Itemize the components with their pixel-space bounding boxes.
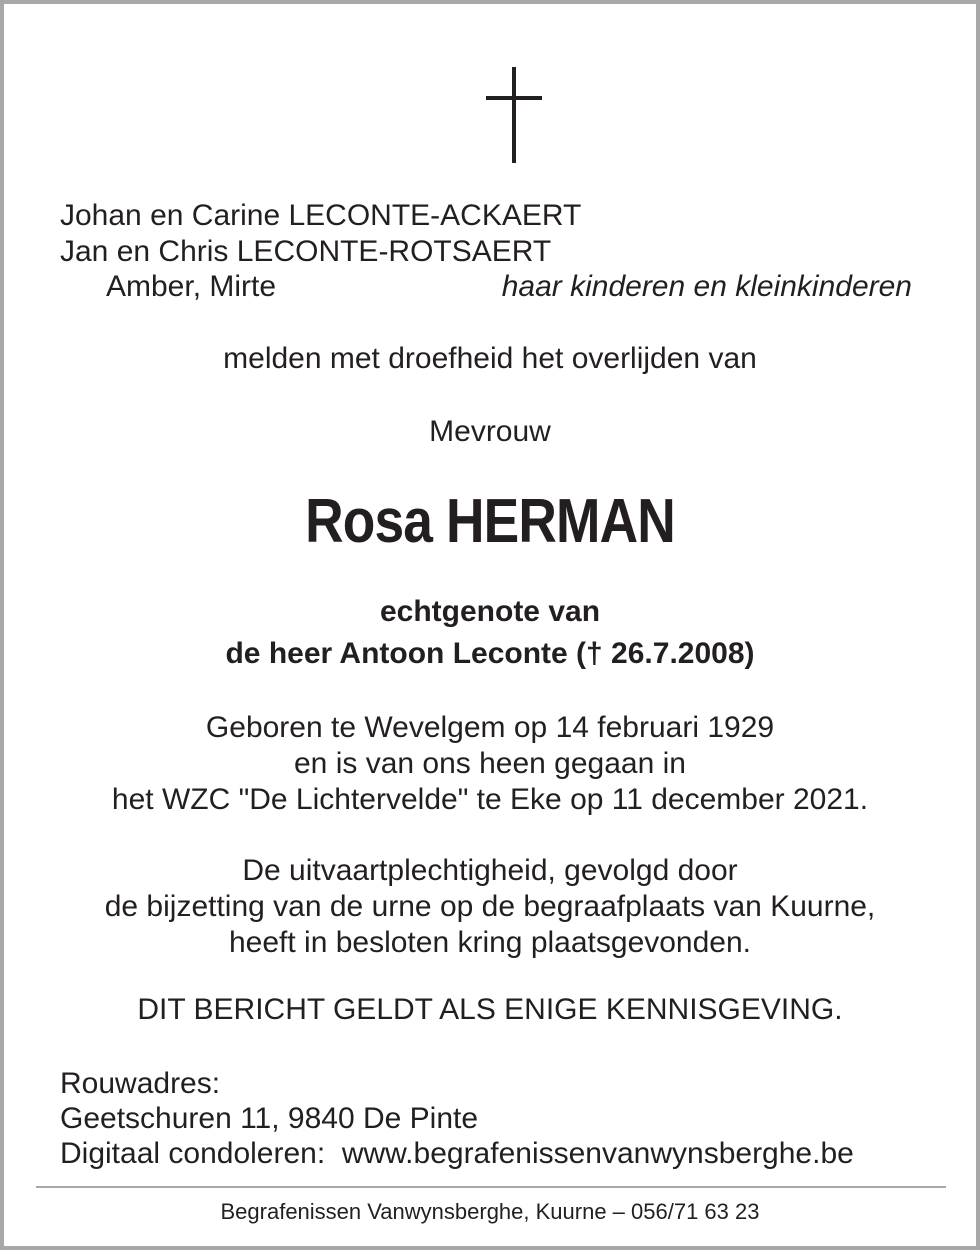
footer-text: Begrafenissen Vanwynsberghe, Kuurne – 056/71 63 23 xyxy=(220,1199,760,1224)
funeral-line-2: de bijzetting van de urne op de begraafplaats van Kuurne, xyxy=(104,890,876,923)
grandchildren-names: Amber, Mirte xyxy=(106,270,277,303)
spouse-line-1: echtgenote van xyxy=(379,595,601,628)
life-line-2: en is van ons heen gegaan in xyxy=(294,747,686,780)
family-line-2: Jan en Chris LECONTE-ROTSAERT xyxy=(60,235,552,268)
footer-divider xyxy=(36,1186,946,1188)
cross-icon xyxy=(486,67,542,163)
notice-text: DIT BERICHT GELDT ALS ENIGE KENNISGEVING. xyxy=(137,993,843,1026)
family-relation: haar kinderen en kleinkinderen xyxy=(501,270,912,303)
life-line-1: Geboren te Wevelgem op 14 februari 1929 xyxy=(205,711,775,744)
funeral-line-1: De uitvaartplechtigheid, gevolgd door xyxy=(242,854,738,887)
condolence-link[interactable]: Digitaal condoleren: www.begrafenissenvanwynsberghe.be xyxy=(60,1137,854,1170)
deceased-name: Rosa HERMAN xyxy=(305,487,675,556)
intro-text: melden met droefheid het overlijden van xyxy=(223,342,757,375)
funeral-line-3: heeft in besloten kring plaatsgevonden. xyxy=(228,926,752,959)
salutation: Mevrouw xyxy=(429,415,551,448)
family-line-1: Johan en Carine LECONTE-ACKAERT xyxy=(60,199,582,232)
life-line-3: het WZC "De Lichtervelde" te Eke op 11 december 2021. xyxy=(111,783,869,816)
address-street: Geetschuren 11, 9840 De Pinte xyxy=(60,1102,479,1135)
spouse-line-2: de heer Antoon Leconte († 26.7.2008) xyxy=(225,637,755,670)
address-label: Rouwadres: xyxy=(60,1067,221,1100)
